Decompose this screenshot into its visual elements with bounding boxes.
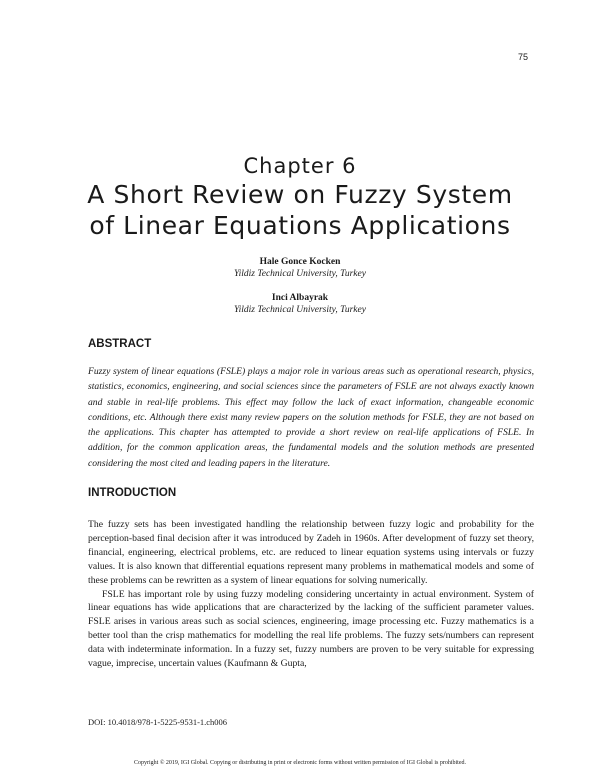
author-affiliation: Yildiz Technical University, Turkey [234,305,366,315]
author-name: Inci Albayrak [271,293,329,303]
copyright-footer: Copyright © 2019, IGI Global. Copying or distributing in print or electronic forms without written permission of IGI Global is prohibited. [133,760,466,766]
doi-line: DOI: 10.4018/978-1-5225-9531-1.ch006 [88,717,228,727]
author-name: Hale Gonce Kocken [259,257,341,267]
abstract-text: Fuzzy system of linear equations (FSLE) plays a major role in various areas such as operational research, physics, statistics, economics, engineering, and social sciences since the parameters of FSLE are not always exactly known and stable in real-life problems. This effect may follow the lack of exact information, changeable economic conditions, etc. Although there exist many review papers on the solution methods for FSLE, they are not based on the applications. This chapter has attempted to provide a short review on real-life applications of FSLE. In addition, for the common application areas, the fundamental models and the solution methods are presented considering the most cited and leading papers in the literature. [88,366,534,469]
introduction-body [88,518,534,671]
intro-paragraph: FSLE has important role by using fuzzy modeling considering uncertainty in actual environment. System of linear equations has wide applications that are characterized by the lacking of the sufficient parameter values. FSLE arises in various areas such as social sciences, engineering, image processing etc. Fuzzy mathematics is a better tool than the crisp mathematics for modelling the real life problems. The fuzzy sets/numbers can represent data with indeterminate information. In a fuzzy set, fuzzy numbers are proven to be very suitable for expressing vague, imprecise, uncertain values (Kaufmann & Gupta, [88,588,534,670]
author-block-1 [0,256,600,280]
page-number: 75 [517,52,528,62]
intro-paragraph: The fuzzy sets has been investigated handling the relationship between fuzzy logic and probability for the perception-based final decision after it was introduced by Zadeh in 1960s. After development of fuzzy set theory, financial, engineering, electrical problems, etc. are reduced to linear equation systems using intervals or fuzzy values. It is also known that differential equations represent many problems in mathematical models and some of these problems can be rewritten as a system of linear equations for solving numerically. [88,519,534,586]
chapter-label: Chapter 6 [243,154,357,178]
chapter-title-line-1: A Short Review on Fuzzy System [87,180,513,209]
author-affiliation: Yildiz Technical University, Turkey [234,269,366,279]
abstract-heading: ABSTRACT [88,338,152,350]
chapter-title [40,179,560,241]
chapter-title-line-2: of Linear Equations Applications [89,211,511,240]
author-block-2 [0,292,600,316]
introduction-heading: INTRODUCTION [88,487,177,499]
